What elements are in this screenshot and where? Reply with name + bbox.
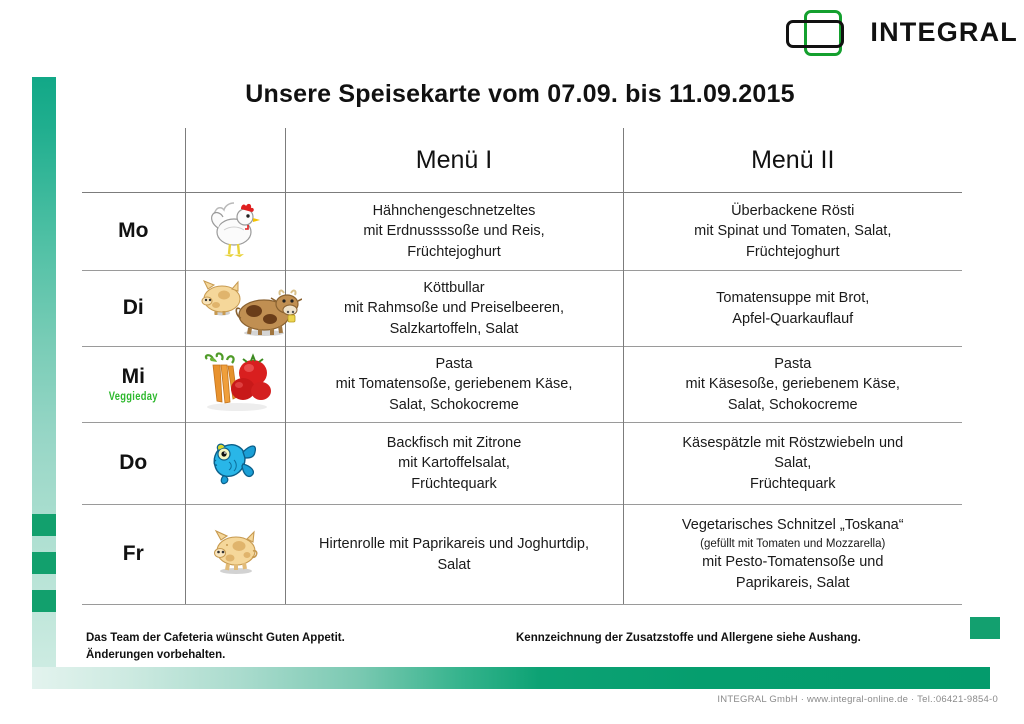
- menu-line: mit Tomatensoße, geriebenem Käse,: [335, 376, 573, 393]
- company-credit-line: INTEGRAL GmbH · www.integral-online.de · Tel.:06421-9854-0: [717, 694, 998, 705]
- menu-line: Käsespätzle mit Röstzwiebeln und: [682, 434, 904, 451]
- menu1-cell: [285, 347, 623, 423]
- footer-left-line-2: Änderungen vorbehalten.: [86, 648, 226, 661]
- picture-cell: [185, 193, 285, 271]
- table-row: [82, 271, 962, 347]
- header-cell-menu1: Menü I: [415, 145, 493, 174]
- menu-line: Früchtequark: [750, 475, 836, 492]
- table-row: [82, 347, 962, 423]
- vegetables-icon: [197, 351, 273, 418]
- menu2-cell: [623, 347, 962, 423]
- menu-line: Überbackene Rösti: [731, 202, 855, 219]
- fish-icon: [205, 432, 265, 495]
- logo-black-rounded-rect-icon: [786, 20, 844, 48]
- menu-line: Backfisch mit Zitrone: [386, 434, 522, 451]
- menu-line: Hähnchengeschnetzeltes: [372, 202, 536, 219]
- menu-line: mit Erdnussssoße und Reis,: [363, 223, 545, 240]
- menu-line: Salzkartoffeln, Salat: [389, 320, 519, 337]
- menu-line: mit Pesto-Tomatensoße und: [702, 554, 884, 571]
- day-label: Mi: [121, 365, 145, 389]
- pig-icon: [206, 527, 264, 582]
- menu-line: Apfel-Quarkauflauf: [732, 310, 854, 327]
- table-row: [82, 193, 962, 271]
- menu-line: Salat, Schokocreme: [389, 396, 519, 413]
- footer-right-line-1: Kennzeichnung der Zusatzstoffe und Allergene siehe Aushang.: [516, 632, 861, 644]
- table-row: [82, 505, 962, 605]
- table-header-row: [82, 128, 962, 193]
- logo-mark: [786, 8, 860, 56]
- integral-logo: [786, 8, 1018, 56]
- menu1-cell: [285, 193, 623, 271]
- menu-line: Salat,: [774, 455, 812, 472]
- pig-and-cow-icon: [192, 271, 302, 346]
- left-accent-block-2: [32, 552, 56, 574]
- left-accent-block-1: [32, 514, 56, 536]
- menu-line: Früchtequark: [411, 475, 497, 492]
- menu-line: Pasta: [774, 355, 812, 372]
- menu-line: mit Käsesoße, geriebenem Käse,: [685, 376, 900, 393]
- chicken-icon: [204, 196, 266, 267]
- menu-line: mit Kartoffelsalat,: [398, 455, 510, 472]
- day-label: Mo: [118, 219, 149, 243]
- footer-left-note: [86, 630, 345, 663]
- menu-line: Früchtejoghurt: [407, 243, 501, 260]
- day-label: Do: [119, 451, 148, 475]
- menu2-cell: [623, 505, 962, 605]
- footer-left-line-1: Das Team der Cafeteria wünscht Guten Appetit.: [86, 632, 345, 644]
- picture-cell: [185, 423, 285, 505]
- day-cell: [82, 193, 185, 271]
- menu1-cell: [285, 271, 623, 347]
- page-title: Unsere Speisekarte vom 07.09. bis 11.09.2015: [245, 80, 795, 108]
- picture-cell: [185, 347, 285, 423]
- day-cell: [82, 347, 185, 423]
- menu-sub-line: (gefüllt mit Tomaten und Mozzarella): [700, 538, 886, 551]
- menu-line: mit Spinat und Tomaten, Salat,: [694, 223, 892, 240]
- veggieday-badge: Veggieday: [108, 389, 158, 404]
- day-label: Fr: [122, 542, 144, 566]
- menu-line: Salat, Schokocreme: [727, 396, 858, 413]
- menu-line: Pasta: [435, 355, 473, 372]
- logo-wordmark: INTEGRAL: [870, 16, 1018, 47]
- day-cell: [82, 505, 185, 605]
- day-label: Di: [122, 296, 144, 320]
- table-row: [82, 423, 962, 505]
- menu-line: Früchtejoghurt: [746, 243, 840, 260]
- menu-line: Tomatensuppe mit Brot,: [716, 289, 870, 306]
- menu-line: Köttbullar: [423, 279, 485, 296]
- left-accent-block-3: [32, 590, 56, 612]
- bottom-gradient-bar: [32, 667, 990, 689]
- day-cell: [82, 423, 185, 505]
- menu-line: Vegetarisches Schnitzel „Toskana“: [681, 517, 904, 534]
- green-accent-square: [970, 617, 1000, 639]
- menu1-cell: [285, 505, 623, 605]
- day-cell: [82, 271, 185, 347]
- header-cell-picture: [185, 128, 285, 193]
- menu2-cell: [623, 423, 962, 505]
- picture-cell: [185, 505, 285, 605]
- menu-line: Salat: [437, 556, 471, 573]
- menu1-cell: [285, 423, 623, 505]
- menu-line: mit Rahmsoße und Preiselbeeren,: [343, 300, 565, 317]
- footer-right-note: [516, 630, 861, 647]
- menu-table: [82, 128, 962, 605]
- menu-line: Paprikareis, Salat: [735, 574, 850, 591]
- menu-line: Hirtenrolle mit Paprikareis und Joghurtdip,: [319, 535, 589, 552]
- menu2-cell: [623, 193, 962, 271]
- header-cell-day: [82, 128, 185, 193]
- header-cell-menu2: Menü II: [623, 128, 962, 193]
- left-gradient-bar: [32, 77, 56, 677]
- picture-cell: [185, 271, 285, 347]
- menu2-cell: [623, 271, 962, 347]
